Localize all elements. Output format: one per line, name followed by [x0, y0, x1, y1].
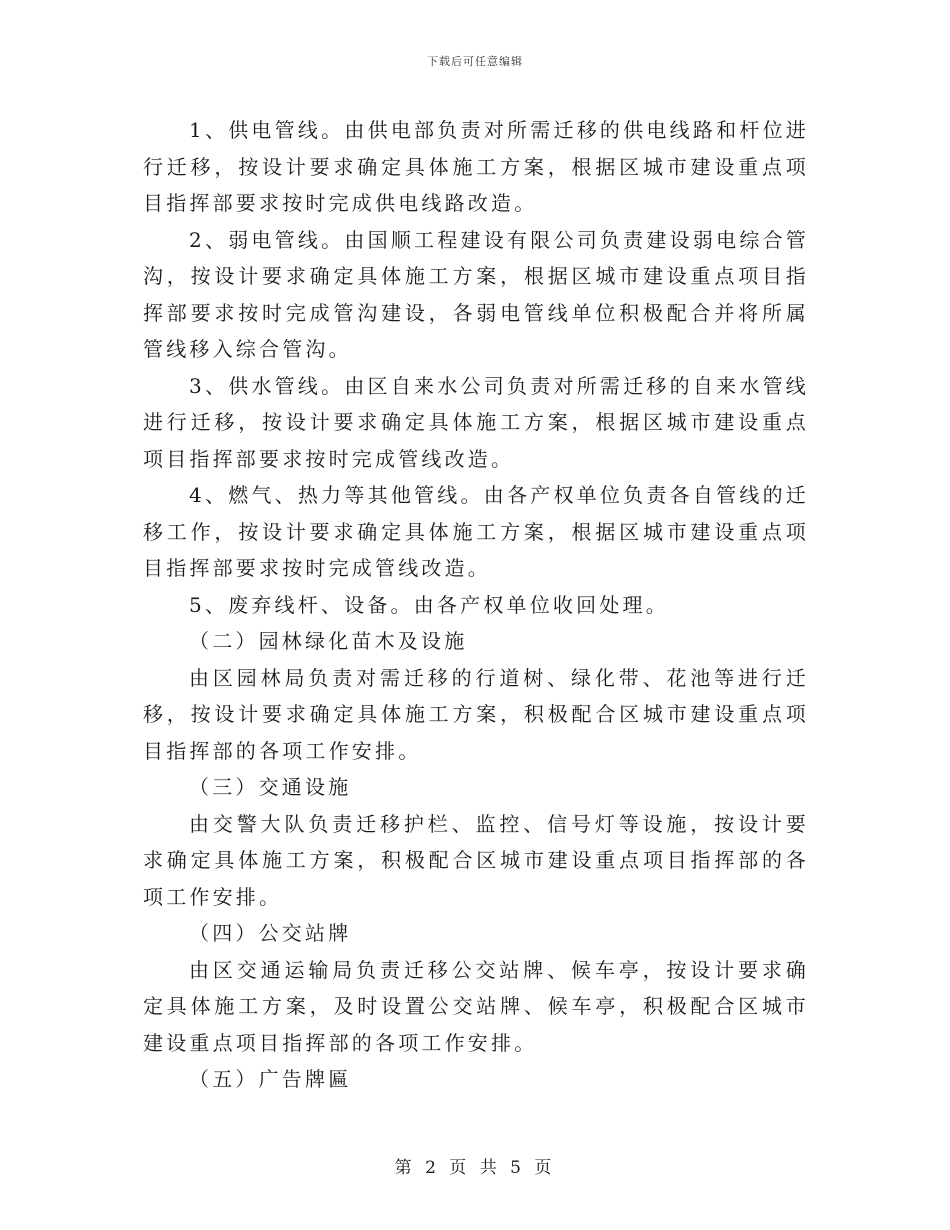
section-heading-traffic: （三）交通设施: [189, 775, 352, 799]
paragraph-weak-current-lines: 2、弱电管线。由国顺工程建设有限公司负责建设弱电综合管沟，按设计要求确定具体施工方案，根据区城市建设重点项目指挥部要求按时完成管沟建设，各弱电管线单位积极配合并将所属管线移入综合管沟。: [143, 227, 809, 361]
section-heading-billboards: （五）广告牌匾: [189, 1067, 352, 1091]
section-heading-landscaping: （二）园林绿化苗木及设施: [189, 629, 468, 653]
paragraph-gas-heat-lines: 4、燃气、热力等其他管线。由各产权单位负责各自管线的迁移工作，按设计要求确定具体施工方案，根据区城市建设重点项目指挥部要求按时完成管线改造。: [143, 483, 809, 580]
section-heading-bus-stops: （四）公交站牌: [189, 921, 352, 945]
paragraph-water-lines: 3、供水管线。由区自来水公司负责对所需迁移的自来水管线进行迁移，按设计要求确定具体施工方案，根据区城市建设重点项目指挥部要求按时完成管线改造。: [143, 373, 809, 471]
paragraph-landscaping: 由区园林局负责对需迁移的行道树、绿化带、花池等进行迁移，按设计要求确定具体施工方案，积极配合区城市建设重点项目指挥部的各项工作安排。: [143, 665, 809, 763]
paragraph-abandoned-poles: 5、废弃线杆、设备。由各产权单位收回处理。: [189, 592, 669, 617]
document-body: [143, 112, 809, 1098]
page-number: 第 2 页 共 5 页: [394, 1158, 556, 1178]
paragraph-power-lines: 1、供电管线。由供电部负责对所需迁移的供电线路和杆位进行迁移，按设计要求确定具体施工方案，根据区城市建设重点项目指挥部要求按时完成供电线路改造。: [143, 118, 809, 215]
page-header: 下载后可任意编辑: [427, 55, 523, 68]
paragraph-traffic: 由交警大队负责迁移护栏、监控、信号灯等设施，按设计要求确定具体施工方案，积极配合区城市建设重点项目指挥部的各项工作安排。: [143, 811, 809, 909]
paragraph-bus-stops: 由区交通运输局负责迁移公交站牌、候车亭，按设计要求确定具体施工方案，及时设置公交站牌、候车亭，积极配合区城市建设重点项目指挥部的各项工作安排。: [143, 957, 809, 1055]
